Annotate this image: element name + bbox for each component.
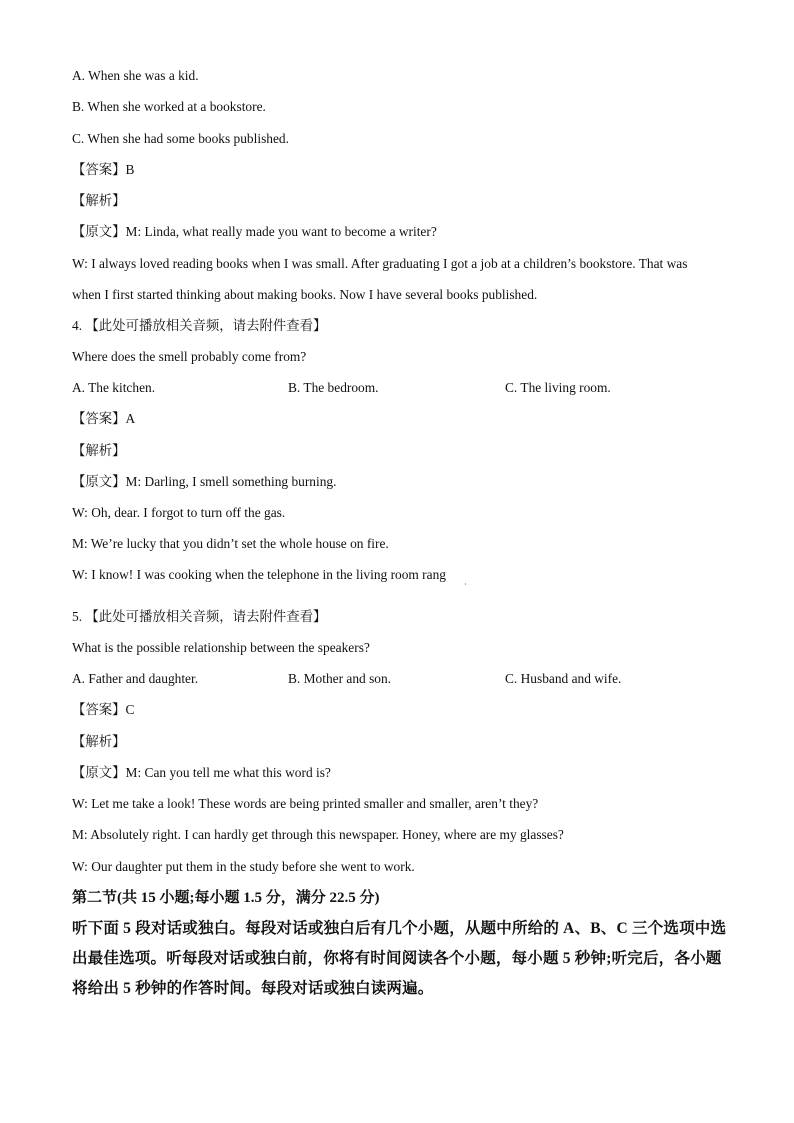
q5-question: What is the possible relationship between the speakers? <box>72 640 370 655</box>
q4-question: Where does the smell probably come from? <box>72 349 307 364</box>
section2-instructions: 听下面 5 段对话或独白。每段对话或独白后有几个小题，从题中所给的 A、B、C 三个选项中选出最佳选项。听每段对话或独白前，你将有时间阅读各个小题，每小题 5 秒钟;听完后，各小题将给出 5 秒钟的作答时间。每段对话或独白读两遍。 <box>72 920 727 997</box>
q5-transcript-line: W: Let me take a look! These words are being printed smaller and smaller, aren’t they? <box>72 796 539 811</box>
q5-answer: 【答案】C <box>72 702 135 717</box>
q4-options-row <box>72 378 732 398</box>
stray-dot: · <box>464 580 467 589</box>
q3-option-b: B. When she worked at a bookstore. <box>72 99 266 114</box>
q5-heading: 5. 【此处可播放相关音频，请去附件查看】 <box>72 609 327 624</box>
q4-answer: 【答案】A <box>72 411 136 426</box>
q3-analysis: 【解析】 <box>72 193 126 208</box>
q3-option-a: A. When she was a kid. <box>72 68 199 83</box>
q4-option-c: C. The living room. <box>505 380 611 395</box>
q5-option-c: C. Husband and wife. <box>505 671 622 686</box>
q4-transcript-line: W: Oh, dear. I forgot to turn off the gas. <box>72 505 286 520</box>
q5-options-row <box>72 669 732 689</box>
section2-title: 第二节(共 15 小题;每小题 1.5 分，满分 22.5 分) <box>72 890 380 906</box>
q4-heading: 4. 【此处可播放相关音频，请去附件查看】 <box>72 318 327 333</box>
q5-transcript-line: M: Absolutely right. I can hardly get through this newspaper. Honey, where are my glasses? <box>72 827 564 842</box>
q4-analysis: 【解析】 <box>72 443 126 458</box>
q5-analysis: 【解析】 <box>72 734 126 749</box>
q5-option-b: B. Mother and son. <box>288 671 392 686</box>
q5-transcript-line: W: Our daughter put them in the study before she went to work. <box>72 859 415 874</box>
q4-option-a: A. The kitchen. <box>72 380 156 395</box>
q3-option-c: C. When she had some books published. <box>72 131 289 146</box>
q4-transcript-line: W: I know! I was cooking when the telephone in the living room rang <box>72 567 446 582</box>
q4-transcript-line: 【原文】M: Darling, I smell something burning. <box>72 474 337 489</box>
q3-transcript-line: when I first started thinking about making books. Now I have several books published. <box>72 287 538 302</box>
q4-option-b: B. The bedroom. <box>288 380 379 395</box>
q3-transcript-line: 【原文】M: Linda, what really made you want to become a writer? <box>72 224 437 239</box>
q3-transcript-line: W: I always loved reading books when I was small. After graduating I got a job at a children’s bookstore. That was <box>72 256 688 271</box>
q3-answer: 【答案】B <box>72 162 135 177</box>
q5-option-a: A. Father and daughter. <box>72 671 199 686</box>
q4-transcript-line: M: We’re lucky that you didn’t set the whole house on fire. <box>72 536 389 551</box>
q5-transcript-line: 【原文】M: Can you tell me what this word is? <box>72 765 331 780</box>
